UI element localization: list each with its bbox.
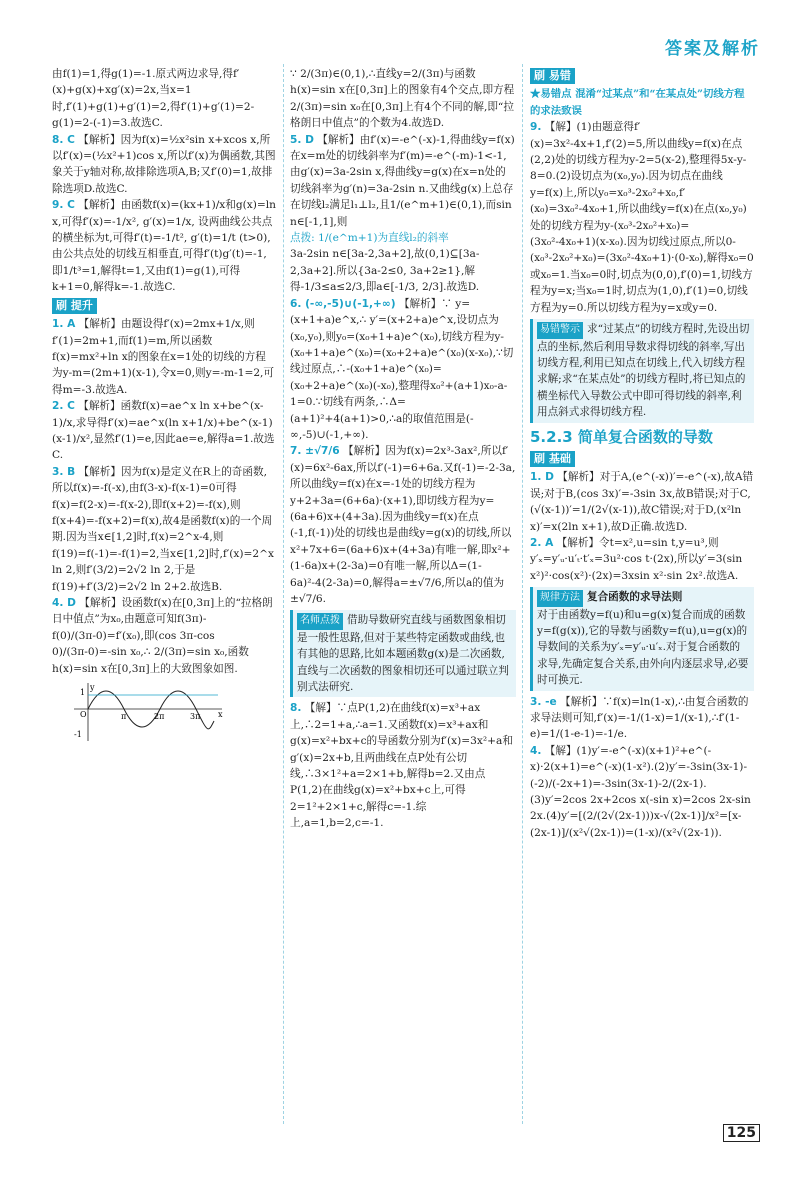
error-point-label: ★易错点 bbox=[530, 88, 572, 101]
answer-number: 1. D bbox=[530, 471, 554, 484]
graph-label: π bbox=[121, 712, 127, 722]
column-left bbox=[52, 66, 276, 750]
method-box-text: 对于由函数y=f(u)和u=g(x)复合而成的函数y=f(g(x)),它的导数与函数y=f(u),u=g(x)的导数间的关系为y′ₓ=y′ᵤ·u′ₓ.对于复合函数的求导,先确定复合关系,由外向内逐层求导,必要时可换元. bbox=[537, 608, 749, 687]
solution-text: 【解】(1)y′=-e^(-x)(x+1)²+e^(-x)·2(x+1)=e^(-x)(1-x²).(2)y′=-3sin(3x-1)-(-2)/(-2x+1)=-3sin(3x-1)-2/(2x-1).(3)y′=2cos 2x+2cos x(-sin x)=2cos 2x-sin 2x.(4)y′=[(2/(2√(2x-1)))x-√(2x-1)]/x²=[x-(2x-1)]/(x²√(2x-1))=(1-x)/(x²√(2x-1)). bbox=[530, 744, 751, 839]
answer-number: 1. A bbox=[52, 318, 76, 331]
tip-box bbox=[290, 610, 516, 697]
solution-text: 【解】(1)由题意得f′(x)=3x²-4x+1,f′(2)=5,所以曲线y=f(x)在点(2,2)处的切线方程为y-2=5(x-2),整理得5x-y-8=0.(2)设切点为(x₀,y₀).因为切点在曲线y=f(x)上,所以y₀=x₀³-2x₀²+x₀,f′(x₀)=3x₀²-4x₀+1,所以曲线y=f(x)在点(x₀,y₀)处的切线方程为y-(x₀³-2x₀²+x₀)=(3x₀²-4x₀+1)(x-x₀).因为切线过原点,所以0-(x₀³-2x₀²+x₀)=(3x₀²-4x₀+1)·(0-x₀),解得x₀=0或x₀=1.当x₀=0时,切点为(0,0),f′(0)=1,切线方程为y=x;当x₀=1时,切点为(1,0),f′(1)=0,切线方程为y=0.所以切线方程为y=x或y=0. bbox=[530, 121, 754, 314]
section-tag-jichu: 刷 基础 bbox=[530, 451, 575, 467]
solution-text: 【解析】∵f(x)=ln(1-x),∴由复合函数的求导法则可知,f′(x)=-1/(1-x)=1/(x-1),∴f′(1-e)=1/(1-e-1)=-1/e. bbox=[530, 695, 749, 741]
warning-box-label: 易错警示 bbox=[537, 322, 583, 338]
answer-number: 2. C bbox=[52, 400, 75, 413]
answer-number: 4. bbox=[530, 744, 542, 757]
answer-number: 4. D bbox=[52, 597, 76, 609]
solution-text: 【解析】设函数f(x)在[0,3π]上的“拉格朗日中值点”为x₀,由题意可知f(3π)-f(0)/(3π-0)=f′(x₀),即(cos 3π-cos 0)/(3π-0)=-sin x₀,∴ 2/(3π)=sin x₀,函数h(x)=sin x在[0,3π]上的大致图象如图. bbox=[52, 597, 273, 675]
answer-number: 5. D bbox=[290, 133, 314, 146]
column-divider bbox=[283, 64, 284, 1124]
solution-text: 【解析】令t=x²,u=sin t,y=u³,则y′ₓ=y′ᵤ·u′ₜ·t′ₓ=3u²·cos t·(2x),所以y′=3(sin x²)²·cos(x²)·(2x)=3xsin x²·sin 2x².故选A. bbox=[530, 536, 743, 582]
method-box bbox=[530, 587, 754, 690]
section-tag-tisheng: 刷 提升 bbox=[52, 298, 97, 314]
method-box-label: 规律方法 bbox=[537, 590, 583, 606]
answer-number: 8. bbox=[290, 702, 302, 715]
graph-label: O bbox=[80, 710, 87, 720]
tip-box-text: 借助导数研究直线与函数图象相切是一般性思路,但对于某些特定函数或曲线,也有其他的思路,比如本题函数g(x)是二次函数,直线与二次函数的图象相切还可以通过联立判别式法研究. bbox=[297, 614, 509, 694]
method-box-title: 复合函数的求导法则 bbox=[587, 591, 683, 604]
answer-number: 3. -e bbox=[530, 695, 557, 708]
paragraph: 由f(1)=1,得g(1)=-1.原式两边求导,得f′(x)+g(x)+xg′(x)=2x,当x=1时,f′(1)+g(1)+g′(1)=2,得f′(1)+g′(1)=2-g(1)=2-(-1)=3.故选C. bbox=[52, 68, 255, 130]
solution-text: 【解析】因为f(x)是定义在R上的奇函数,所以f(x)=-f(-x),由f(3-x)-f(x-1)=0可得f(x)=f(2-x)=-f(x-2),即f(x+2)=-f(x),则f(x+4)=-f(x+2)=f(x),故4是函数f(x)的一个周期.因为当x∈[1,2]时,f(x)=2^x-4,则f(19)=f(-1)=-f(1)=2,当x∈[1,2]时,f′(x)=2^x ln 2,则f′(3/2)=2√2 ln 2,于是f(19)+f′(3/2)=2√2 ln 2+2.故选B. bbox=[52, 465, 274, 593]
page-number: 125 bbox=[723, 1124, 760, 1142]
answer-number: 9. C bbox=[52, 199, 75, 212]
answer-number: 9. bbox=[530, 121, 542, 134]
solution-text: 【解析】由f′(x)=-e^(-x)-1,得曲线y=f(x)在x=m处的切线斜率为f′(m)=-e^(-m)-1<-1,由g′(x)=3a-2sin x,得曲线y=g(x)在x=n处的切线斜率为g′(n)=3a-2sin n.又曲线g(x)上总存在切线l₂满足l₁⊥l₂,且1/(e^m+1)∈(0,1),而sin n∈[-1,1],则 bbox=[290, 133, 515, 228]
hint-note: 点拨: 1/(e^m+1)为直线l₂的斜率 bbox=[290, 232, 449, 245]
sine-graph bbox=[68, 681, 228, 745]
header-title: 答案及解析 bbox=[665, 39, 760, 59]
tip-box-label: 名师点拨 bbox=[297, 613, 343, 629]
answer-number: 3. B bbox=[52, 465, 76, 478]
graph-label: 2π bbox=[154, 712, 165, 722]
section-tag-yicuo: 刷 易错 bbox=[530, 68, 575, 84]
column-divider bbox=[522, 64, 523, 1124]
graph-label: x bbox=[218, 710, 223, 720]
answer-number: 7. ±√7/6 bbox=[290, 445, 340, 458]
solution-text: 【解析】∵ y=(x+1+a)e^x,∴ y′=(x+2+a)e^x,设切点为(x₀,y₀),则y₀=(x₀+1+a)e^(x₀),切线方程为y-(x₀+1+a)e^(x₀)=(x₀+2+a)e^(x₀)(x-x₀),∵切线过原点,∴-(x₀+1+a)e^(x₀)=(x₀+2+a)e^(x₀)(-x₀),整理得x₀²+(a+1)x₀-a-1=0.∵切线有两条,∴Δ=(a+1)²+4(a+1)>0,∴a的取值范围是(-∞,-5)∪(-1,+∞). bbox=[290, 297, 514, 441]
column-middle bbox=[290, 66, 516, 832]
solution-text: 【解析】因为f(x)=2x³-3ax²,所以f′(x)=6x²-6ax,所以f′(-1)=6+6a.又f(-1)=-2-3a,所以曲线y=f(x)在x=-1处的切线方程为y+2+3a=(6+6a)·(x+1),即切线方程为y=(6a+6)x+(4+3a).因为曲线y=f(x)在点(-1,f(-1))处的切线也是曲线y=g(x)的切线,所以x²+7x+6=(6a+6)x+(4+3a)有唯一解,即x²+(1-6a)x+(2-3a)=0有唯一解,所以Δ=(1-6a)²-4(2-3a)=0,解得a=±√7/6,所以a的值为±√7/6. bbox=[290, 445, 516, 605]
answer-number: 6. (-∞,-5)∪(-1,+∞) bbox=[290, 297, 396, 310]
solution-text: 【解析】对于A,(e^(-x))′=-e^(-x),故A错误;对于B,(cos 3x)′=-3sin 3x,故B错误;对于C,(√(x-1))′=1/(2√(x-1)),故C错误;对于D,(x²ln x)′=x(2ln x+1),故D正确.故选D. bbox=[530, 471, 754, 533]
subsection-title: 5.2.3 简单复合函数的导数 bbox=[530, 427, 713, 446]
column-right bbox=[530, 66, 754, 841]
warning-box bbox=[530, 319, 754, 422]
solution-text: 【解析】因为f(x)=½x²sin x+xcos x,所以f′(x)=(½x²+1)cos x,所以f′(x)为偶函数,其图象关于y轴对称,故排除选项A,B;又f′(0)=1,故排除选项D.故选C. bbox=[52, 133, 276, 195]
error-point-text: 混淆“过某点”和“在某点处”切线方程的求法致误 bbox=[530, 88, 745, 117]
solution-text: 【解析】函数f(x)=ae^x ln x+be^(x-1)/x,求导得f′(x)=ae^x(ln x+1/x)+be^(x-1)(x-1)/x²,显然f′(1)=e,因此ae=e,解得a=1.故选C. bbox=[52, 400, 275, 462]
solution-text: 【解析】由函数f(x)=(kx+1)/x和g(x)=ln x,可得f′(x)=-1/x², g′(x)=1/x, 设两曲线公共点的横坐标为t,可得f′(t)=-1/t², g′(t)=1/t (t>0),由公共点处的切线互相垂直,可得f′(t)g′(t)=-1,即1/t³=1,解得t=1,又由f(1)=g(1),可得k+1=0,解得k=-1.故选C. bbox=[52, 199, 276, 294]
graph-label: y bbox=[90, 683, 95, 693]
graph-label: 3π bbox=[190, 712, 201, 722]
graph-label: 1 bbox=[80, 688, 86, 698]
answer-number: 2. A bbox=[530, 536, 554, 549]
graph-label: -1 bbox=[74, 730, 82, 740]
answer-number: 8. C bbox=[52, 133, 75, 146]
solution-text: 3a-2sin n∈[3a-2,3a+2],故(0,1)⊆[3a-2,3a+2].所以{3a-2≤0, 3a+2≥1},解得-1/3≤a≤2/3,即a∈[-1/3, 2/3].故选D. bbox=[290, 248, 480, 294]
paragraph: ∵ 2/(3π)∈(0,1),∴直线y=2/(3π)与函数h(x)=sin x在[0,3π]上的图象有4个交点,即方程2/(3π)=sin x₀在[0,3π]上有4个不同的解,即“拉格朗日中值点”的个数为4.故选D. bbox=[290, 68, 515, 130]
solution-text: 【解】∵点P(1,2)在曲线f(x)=x³+ax上,∴2=1+a,∴a=1.又函数f(x)=x³+ax和g(x)=x²+bx+c的导函数分别为f′(x)=3x²+a和g′(x)=2x+b,且两曲线在点P处有公切线,∴3×1²+a=2×1+b,解得b=2.又由点P(1,2)在曲线g(x)=x²+bx+c上,可得2=1²+2×1+c,解得c=-1.综上,a=1,b=2,c=-1. bbox=[290, 702, 513, 830]
solution-text: 【解析】由题设得f′(x)=2mx+1/x,则f′(1)=2m+1,而f(1)=m,所以函数f(x)=mx²+ln x的图象在x=1处的切线的方程为y-m=(2m+1)(x-1),令x=0,则y=-m-1=2,可得m=-3.故选A. bbox=[52, 318, 275, 396]
warning-box-text: 求“过某点”的切线方程时,先设出切点的坐标,然后利用导数求得切线的斜率,写出切线方程,利用已知点在切线上,代入切线方程求解;求“在某点处”的切线方程时,将已知点的横坐标代入导数公式中即可得切线的斜率,利用点斜式求得切线方程. bbox=[537, 323, 750, 419]
